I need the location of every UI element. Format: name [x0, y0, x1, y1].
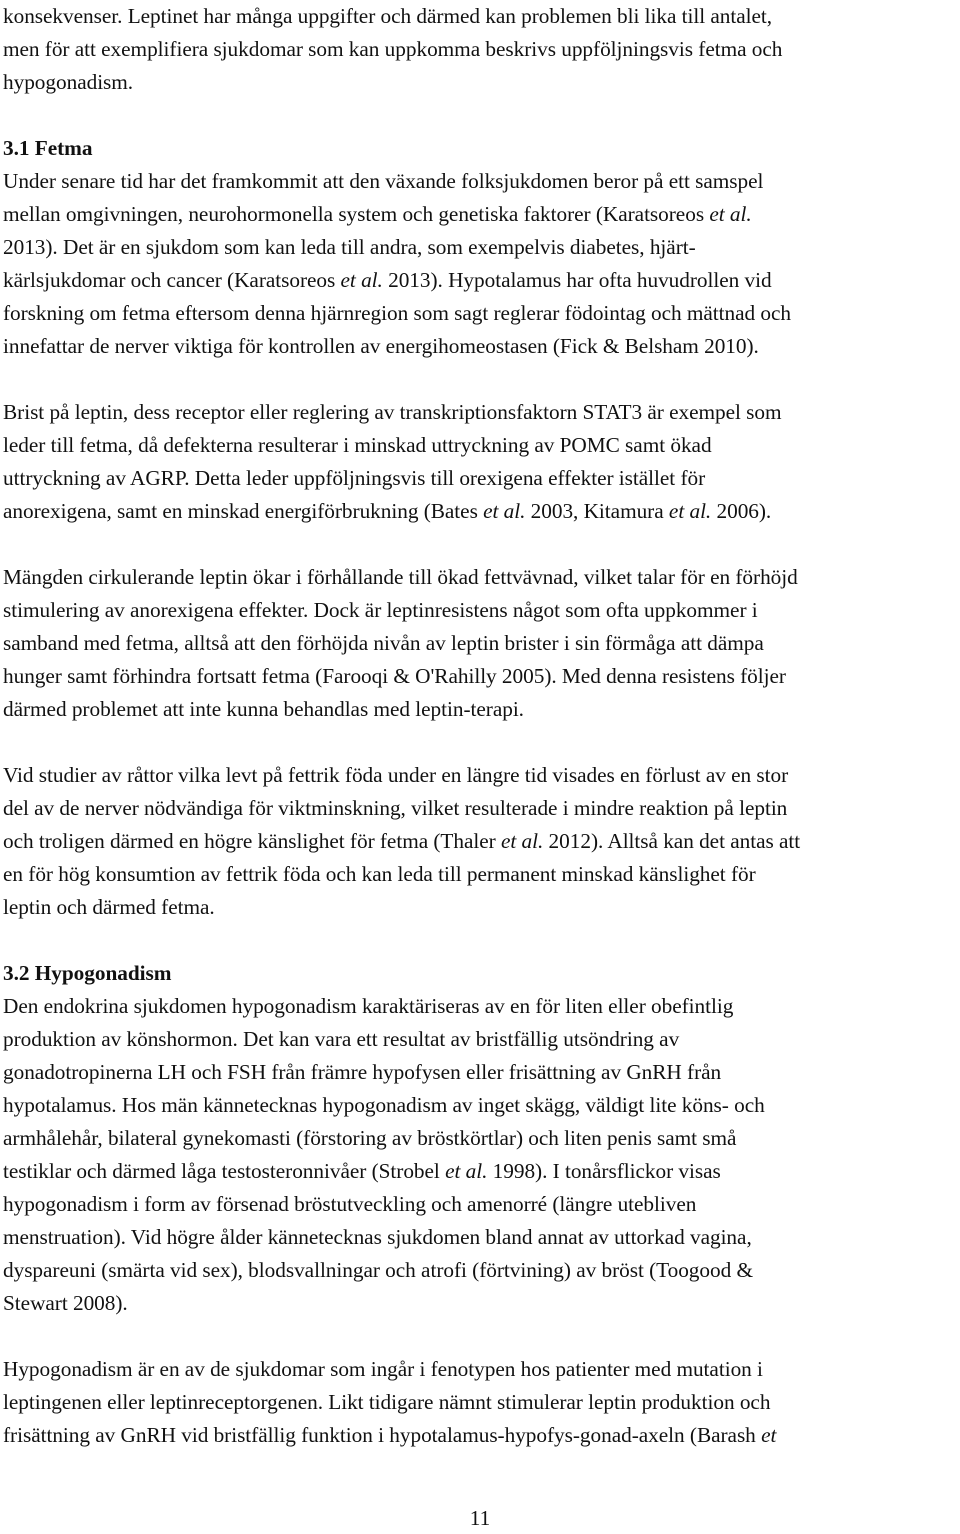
text-line: hypogonadism i form av försenad bröstutveckling och amenorré (längre utebliven — [3, 1192, 697, 1216]
section-heading-fetma: 3.1 Fetma — [3, 136, 93, 160]
citation-italic: et al. — [445, 1159, 488, 1183]
text-line: Stewart 2008). — [3, 1291, 128, 1315]
text-line — [3, 825, 958, 858]
text-run: 2012). Alltså kan det antas att — [543, 829, 801, 853]
text-line: hunger samt förhindra fortsatt fetma (Farooqi & O'Rahilly 2005). Med denna resistens följer — [3, 664, 786, 688]
text-run: 2006). — [711, 499, 772, 523]
text-line: uttryckning av AGRP. Detta leder uppföljningsvis till orexigena effekter istället för — [3, 466, 706, 490]
text-line: men för att exemplifiera sjukdomar som kan uppkomma beskrivs uppföljningsvis fetma och — [3, 37, 783, 61]
paragraph — [3, 165, 958, 363]
text-line: hypotalamus. Hos män kännetecknas hypogonadism av inget skägg, väldigt lite köns- och — [3, 1093, 765, 1117]
text-line: leder till fetma, då defekterna resulterar i minskad uttryckning av POMC samt ökad — [3, 433, 712, 457]
text-run: och troligen därmed en högre känslighet för fetma (Thaler — [3, 829, 501, 853]
text-line: samband med fetma, alltså att den förhöjda nivån av leptin brister i sin förmåga att dämpa — [3, 631, 764, 655]
citation-italic: et al. — [500, 829, 544, 853]
paragraph — [3, 396, 958, 528]
text-line: innefattar de nerver viktiga för kontrollen av energihomeostasen (Fick & Belsham 2010). — [3, 334, 759, 358]
paragraph — [3, 759, 958, 924]
text-run: kärlsjukdomar och cancer (Karatsoreos — [3, 268, 341, 292]
text-line — [3, 495, 958, 528]
intro-paragraph — [3, 0, 958, 99]
citation-italic: et al. — [340, 268, 383, 292]
text-line: Vid studier av råttor vilka levt på fettrik föda under en längre tid visades en förlust av en stor — [3, 763, 789, 787]
text-line: produktion av könshormon. Det kan vara ett resultat av bristfällig utsöndring av — [3, 1027, 680, 1051]
text-line: hypogonadism. — [3, 70, 134, 94]
text-run: mellan omgivningen, neurohormonella system och genetiska faktorer (Karatsoreos — [3, 202, 710, 226]
text-line: leptin och därmed fetma. — [3, 895, 215, 919]
citation-italic: et — [761, 1423, 777, 1447]
text-run: testiklar och därmed låga testosteronnivåer (Strobel — [3, 1159, 446, 1183]
text-line: konsekvenser. Leptinet har många uppgifter och därmed kan problemen bli lika till antalet, — [3, 4, 773, 28]
text-run: frisättning av GnRH vid bristfällig funktion i hypotalamus-hypofys-gonad-axeln (Barash — [3, 1423, 762, 1447]
text-line: Den endokrina sjukdomen hypogonadism karaktäriseras av en för liten eller obefintlig — [3, 994, 734, 1018]
citation-italic: et al. — [709, 202, 752, 226]
text-line: Under senare tid har det framkommit att den växande folksjukdomen beror på ett samspel — [3, 169, 764, 193]
text-line — [3, 264, 958, 297]
text-line: Brist på leptin, dess receptor eller reglering av transkriptionsfaktorn STAT3 är exempel som — [3, 400, 782, 424]
text-line: armhålehår, bilateral gynekomasti (förstoring av bröstkörtlar) och liten penis samt små — [3, 1126, 737, 1150]
text-line: leptingenen eller leptinreceptorgenen. Likt tidigare nämnt stimulerar leptin produktion och — [3, 1390, 771, 1414]
text-run: 2013). Hypotalamus har ofta huvudrollen vid — [382, 268, 772, 292]
text-line: Hypogonadism är en av de sjukdomar som ingår i fenotypen hos patienter med mutation i — [3, 1357, 763, 1381]
paragraph — [3, 1353, 958, 1452]
text-line: forskning om fetma eftersom denna hjärnregion som sagt reglerar födointag och mättnad och — [3, 301, 792, 325]
text-line: 2013). Det är en sjukdom som kan leda till andra, som exempelvis diabetes, hjärt- — [3, 235, 696, 259]
text-line: därmed problemet att inte kunna behandlas med leptin-terapi. — [3, 697, 524, 721]
text-line: Mängden cirkulerande leptin ökar i förhållande till ökad fettvävnad, vilket talar för en förhöjd — [3, 565, 798, 589]
citation-italic: et al. — [483, 499, 526, 523]
section-fetma — [3, 132, 958, 924]
text-run: anorexigena, samt en minskad energiförbrukning (Bates — [3, 499, 484, 523]
section-heading-hypogonadism: 3.2 Hypogonadism — [3, 961, 172, 985]
text-line: menstruation). Vid högre ålder kännetecknas sjukdomen bland annat av uttorkad vagina, — [3, 1225, 752, 1249]
text-line: del av de nerver nödvändiga för viktminskning, vilket resulterade i mindre reaktion på leptin — [3, 796, 788, 820]
text-line: en för hög konsumtion av fettrik föda och kan leda till permanent minskad känslighet för — [3, 862, 756, 886]
text-line: stimulering av anorexigena effekter. Dock är leptinresistens något som ofta uppkommer i — [3, 598, 758, 622]
text-run: 2003, Kitamura — [525, 499, 669, 523]
text-line: gonadotropinerna LH och FSH från främre hypofysen eller frisättning av GnRH från — [3, 1060, 722, 1084]
text-line — [3, 1155, 958, 1188]
text-line — [3, 198, 958, 231]
document-page — [3, 0, 958, 1452]
page-number: 11 — [469, 1506, 491, 1530]
text-line: dyspareuni (smärta vid sex), blodsvallningar och atrofi (förtvining) av bröst (Toogood & — [3, 1258, 753, 1282]
paragraph — [3, 990, 958, 1320]
section-hypogonadism — [3, 957, 958, 1452]
text-run: 1998). I tonårsflickor visas — [487, 1159, 721, 1183]
paragraph — [3, 561, 958, 726]
citation-italic: et al. — [668, 499, 712, 523]
text-line — [3, 1419, 958, 1452]
